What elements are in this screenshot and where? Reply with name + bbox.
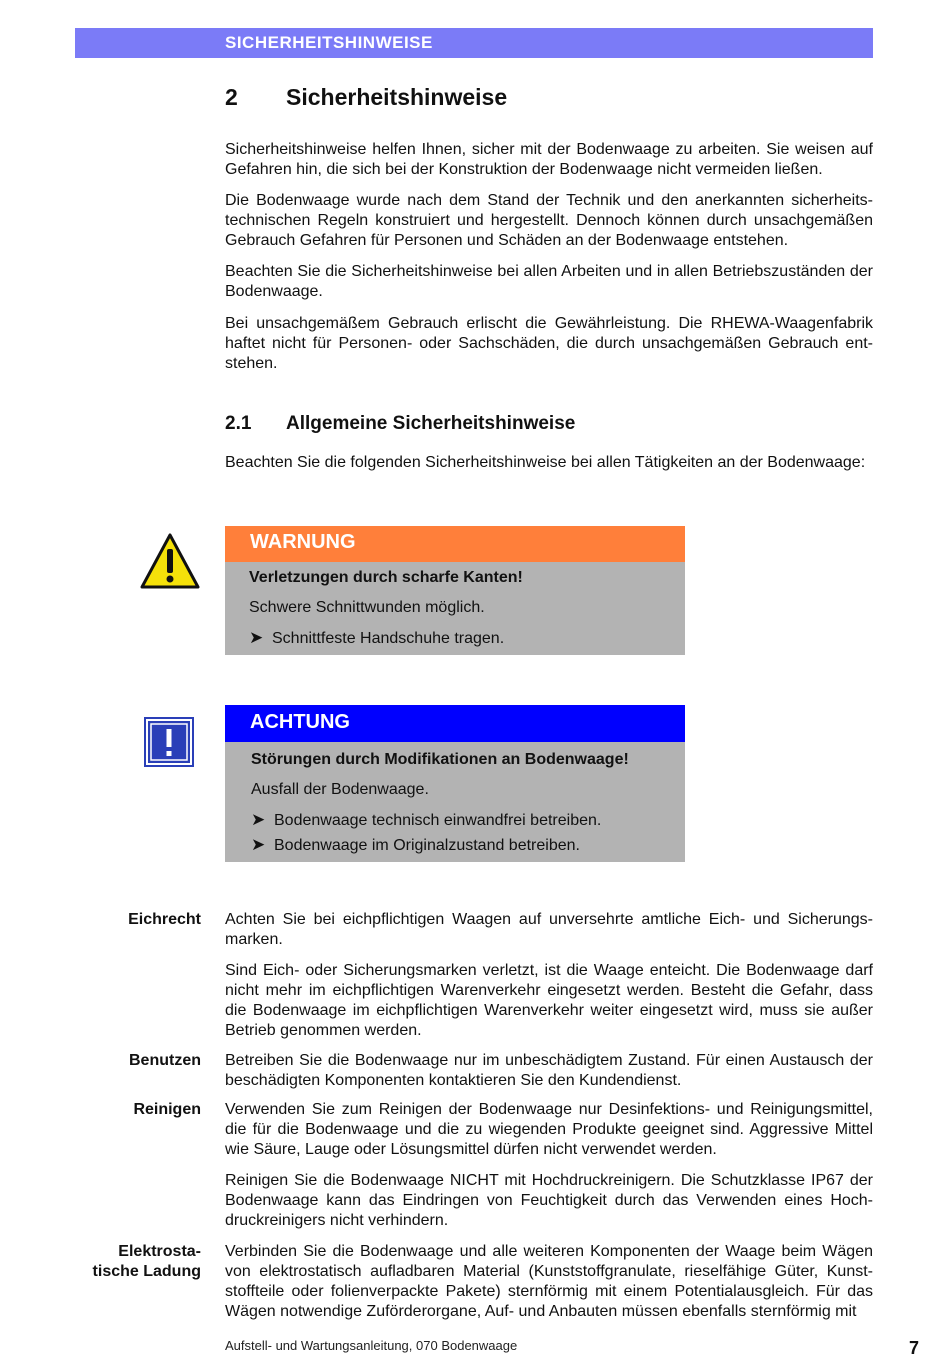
intro-paragraph: Sicherheitshinweise helfen Ihnen, sicher mit der Bodenwaage zu arbeiten. Sie weisen auf Gefahren hin, die sich bei der Konstruktion der Bodenwaage nicht vermeiden ließen.	[225, 141, 873, 178]
label-reinigen: Reinigen	[133, 1101, 201, 1118]
caution-title: ACHTUNG	[225, 705, 685, 742]
chapter-heading	[225, 84, 507, 111]
section-heading	[225, 413, 575, 435]
label-line: tische Ladung	[92, 1263, 201, 1280]
label-elektrostatische-ladung	[93, 1242, 201, 1282]
chapter-number: 2	[225, 84, 238, 110]
warning-text: Schwere Schnittwunden möglich.	[249, 599, 485, 616]
warning-title: WARNUNG	[225, 526, 685, 562]
warning-box	[225, 526, 685, 655]
section-title: Allgemeine Sicherheitshinweise	[286, 413, 576, 434]
caution-action	[251, 810, 601, 830]
section-header-bar	[75, 28, 873, 58]
caution-action-text: Bodenwaage im Originalzustand betreiben.	[274, 837, 580, 854]
intro-paragraph: Bei unsachgemäßem Gebrauch erlischt die Gewährleistung. Die RHEWA-Waagenfabrik haftet nicht für Personen- oder Sachschäden, die durch unsachgemäßen Gebrauch entstehen.	[225, 315, 873, 372]
benutzen-paragraph: Betreiben Sie die Bodenwaage nur im unbeschädigtem Zustand. Für einen Austausch der beschädigten Komponenten kontaktieren Sie den Kundendienst.	[225, 1052, 873, 1089]
eichrecht-paragraph: Achten Sie bei eichpflichtigen Waagen auf unversehrte amtliche Eich- und Sicherungsmarken.	[225, 911, 873, 948]
warning-triangle-icon	[140, 533, 200, 589]
eichrecht-paragraph: Sind Eich- oder Sicherungsmarken verletzt, ist die Waage enteicht. Die Bodenwaage darf nicht mehr im eichpflichtigen Warenverkehr eingesetzt werden. Besteht die Gefahr, dass die Bodenwaage im eichpflichtigen Warenverkehr weiter eingesetzt wird, muss sie außer Betrieb genommen werden.	[225, 962, 873, 1039]
label-line: Elektrosta-	[118, 1243, 201, 1260]
caution-headline: Störungen durch Modifikationen an Bodenwaage!	[251, 751, 629, 768]
reinigen-paragraph: Reinigen Sie die Bodenwaage NICHT mit Hochdruckreinigern. Die Schutzklasse IP67 der Bodenwaage kann das Eindringen von Feuchtigkeit durch das Verwenden eines Hochdruckreinigers nicht verhindern.	[225, 1172, 873, 1229]
warning-headline: Verletzungen durch scharfe Kanten!	[249, 569, 523, 586]
arrow-right-icon: ➤	[249, 628, 264, 647]
caution-text: Ausfall der Bodenwaage.	[251, 781, 429, 798]
section-intro: Beachten Sie die folgenden Sicherheitshinweise bei allen Tätigkeiten an der Bodenwaage:	[225, 454, 866, 471]
intro-paragraph: Beachten Sie die Sicherheitshinweise bei allen Arbeiten und in allen Betriebszuständen der Bodenwaage.	[225, 263, 873, 300]
elektro-paragraph: Verbinden Sie die Bodenwaage und alle weiteren Komponenten der Waage beim Wägen von elektrostatisch aufladbaren Material (Kunststoffgranulate, rieselfähige Güter, Kunststoffteile oder folienverpackte Pakete) sternförmig mit einem Potentialausgleich. Für das Wägen notwendige Zuförderorgane, Auf- und Anbauten müssen ebenfalls sternförmig mit	[225, 1243, 873, 1320]
arrow-right-icon: ➤	[251, 810, 266, 829]
warning-action-text: Schnittfeste Handschuhe tragen.	[272, 630, 505, 647]
footer-text: Aufstell- und Wartungsanleitung, 070 Bodenwaage	[225, 1338, 518, 1353]
caution-action	[251, 835, 580, 855]
reinigen-paragraph: Verwenden Sie zum Reinigen der Bodenwaage nur Desinfektions- und Reinigungsmittel, die für die Bodenwaage und die zu wiegenden Produkte geeignet sind. Aggressive Mittel wie Säure, Lauge oder Lösungsmittel dürfen nicht verwendet werden.	[225, 1101, 873, 1158]
section-number: 2.1	[225, 413, 252, 434]
page-number: 7	[908, 1338, 919, 1358]
intro-paragraph: Die Bodenwaage wurde nach dem Stand der Technik und den anerkannten sicherheitstechnischen Regeln konstruiert und hergestellt. Dennoch können durch unsachgemäßen Gebrauch Gefahren für Personen und Schäden an der Bodenwaage entstehen.	[225, 192, 873, 249]
label-eichrecht: Eichrecht	[128, 911, 201, 928]
label-benutzen: Benutzen	[129, 1052, 201, 1069]
chapter-title: Sicherheitshinweise	[286, 84, 508, 110]
caution-action-text: Bodenwaage technisch einwandfrei betreiben.	[274, 812, 602, 829]
caution-box	[225, 705, 685, 862]
warning-action	[249, 628, 504, 648]
arrow-right-icon: ➤	[251, 835, 266, 854]
section-header-label: SICHERHEITSHINWEISE	[225, 33, 433, 52]
exclamation-square-icon	[144, 717, 194, 767]
